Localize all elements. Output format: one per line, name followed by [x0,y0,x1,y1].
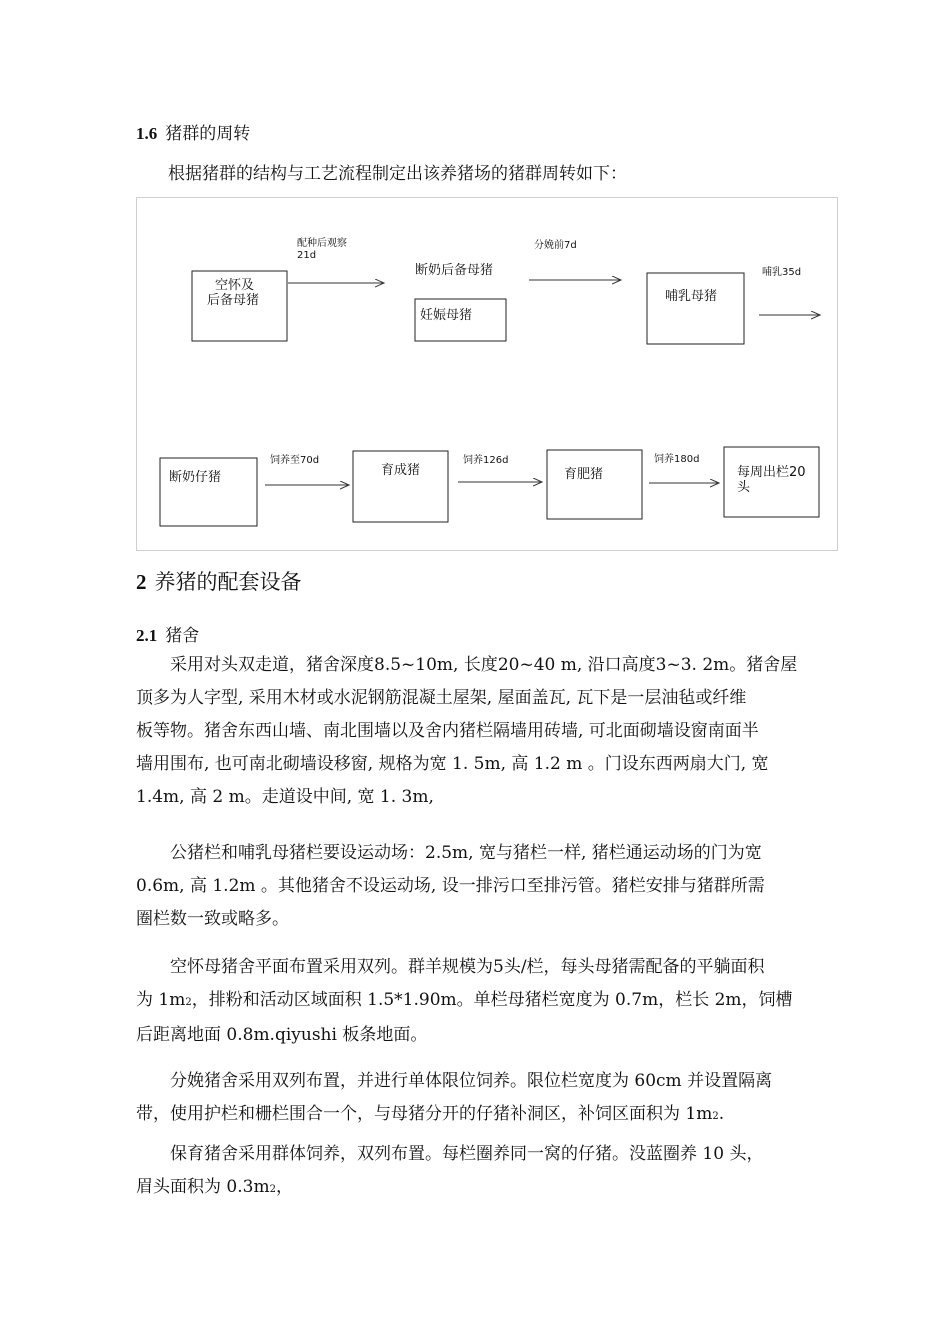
arrow-label-raise-to-70d: 饲养至70d [270,455,320,466]
box-weekly-market-line2: 头 [737,480,751,495]
line: 1.4m, 高 2 m。走道设中间, 宽 1. 3m, [136,787,434,807]
section-title: 猪舍 [165,626,200,646]
section-heading-2 [136,566,302,596]
line: 墙用围布, 也可南北砌墙设移窗, 规格为宽 1. 5m, 高 1.2 m 。门设东西两扇大门, 宽 [136,754,769,774]
line [136,1098,840,1133]
superscript: 2 [712,1111,719,1122]
superscript: 2 [185,997,192,1008]
line: 公猪栏和哺乳母猪栏要设运动场：2.5m, 宽与猪栏一样, 猪栏通运动场的门为宽 [170,843,762,863]
box-finishers [547,450,642,519]
line: 0.6m, 高 1.2m 。其他猪舍不设运动场, 设一排污口至排污管。猪栏安排与猪群所需 [136,876,765,896]
line [136,984,840,1019]
box-weekly-market-line1: 每周出栏20 [737,465,806,480]
box-pregnant-sows-label: 妊娠母猪 [420,308,473,323]
section-number: 2.1 [136,626,158,645]
line: 圈栏数一致或略多。 [136,909,289,929]
weaned-reserve-sows-label: 断奶后备母猪 [415,263,494,278]
section-title: 养猪的配套设备 [154,570,302,594]
section-heading-1-6 [136,119,250,144]
box-growers-label: 育成猪 [381,463,421,478]
box-lactating-sows [647,273,744,344]
arrow-label-raise-126d: 饲养126d [463,455,509,466]
line: 板等物。猪舍东西山墙、南北围墙以及舍内猪栏隔墙用砖墙, 可北面砌墙设窗南面半 [136,721,759,741]
arrow-label-before-farrowing: 分娩前7d [534,240,577,251]
paragraph-farrowing-house [136,1065,840,1133]
section-number: 2 [136,570,147,594]
arrow-label-21d: 21d [297,250,317,261]
line: 分娩猪舍采用双列布置，并进行单体限位饲养。限位栏宽度为 60cm 并设置隔离 [170,1071,773,1091]
line: 保育猪舍采用群体饲养，双列布置。每栏圈养同一窝的仔猪。没蓝圈养 10 头， [170,1144,764,1164]
superscript: 2 [269,1184,276,1195]
section-heading-2-1 [136,621,199,646]
box-finishers-label: 育肥猪 [564,467,604,482]
paragraph-house-structure [136,649,840,814]
intro-paragraph: 根据猪群的结构与工艺流程制定出该养猪场的猪群周转如下： [168,164,627,184]
line: 顶多为人字型, 采用木材或水泥钢筋混凝土屋架, 屋面盖瓦, 瓦下是一层油毡或纤维 [136,688,747,708]
line-part: ， [275,1177,293,1197]
section-number: 1.6 [136,124,158,143]
box-growers [353,451,448,522]
line-part: 为 1m [136,990,186,1010]
box-empty-reserve-sows-line2: 后备母猪 [207,293,260,308]
line-part: 带，使用护栏和栅栏围合一个，与母猪分开的仔猪补洞区，补饲区面积为 1m [136,1104,713,1124]
line [136,1171,840,1206]
line-part: 眉头面积为 0.3m [136,1177,270,1197]
box-lactating-sows-label: 哺乳母猪 [665,289,718,304]
line-part: ，排粉和活动区域面积 1.5*1.90m。单栏母猪栏宽度为 0.7m，栏长 2m，饲槽 [191,990,793,1010]
pig-turnover-diagram [136,197,838,551]
section-title: 猪群的周转 [165,124,251,144]
arrow-label-observe: 配种后观察 [297,238,347,249]
box-weaned-piglets [160,458,257,526]
arrow-label-raise-180d: 饲养180d [654,454,700,465]
line: 采用对头双走道，猪舍深度8.5~10m, 长度20~40 m, 沿口高度3~3. 2m。猪舍屋 [170,655,798,675]
arrow-label-lactation-35d: 哺乳35d [762,267,802,278]
box-weaned-piglets-label: 断奶仔猪 [169,470,222,485]
paragraph-empty-sow-house [136,951,840,1052]
line: 后距离地面 0.8m.qiyushi 板条地面。 [136,1025,428,1045]
paragraph-exercise-yard [136,837,840,936]
box-empty-reserve-sows-line1: 空怀及 [215,278,255,293]
paragraph-nursery-house [136,1138,840,1206]
line: 空怀母猪舍平面布置采用双列。群羊规模为5头/栏，每头母猪需配备的平躺面积 [170,957,765,977]
line-part: . [718,1104,725,1124]
flow-diagram-svg [137,198,839,552]
